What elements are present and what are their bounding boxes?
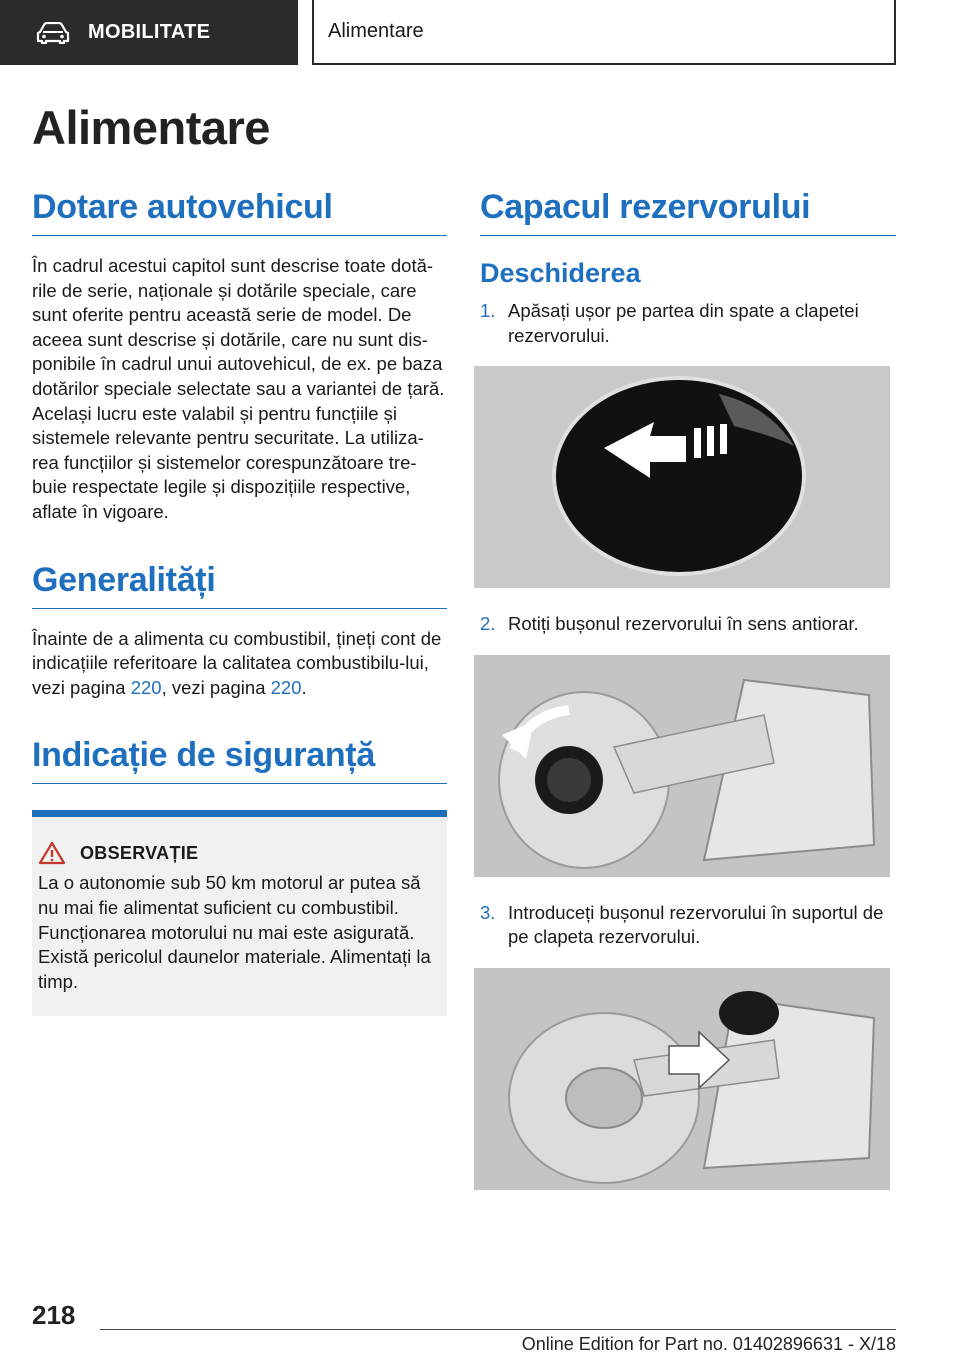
general-text-part3: .	[301, 676, 307, 698]
right-column	[480, 188, 896, 1190]
step-text: Apăsați ușor pe partea din spate a clapetei rezervorului.	[508, 300, 859, 346]
step-number: 2.	[480, 613, 496, 635]
page-link-220-b[interactable]: 220	[270, 676, 302, 698]
car-icon	[36, 22, 70, 44]
notice-box	[32, 810, 447, 1016]
header-section-tab[interactable]	[0, 0, 298, 65]
footer-edition: Online Edition for Part no. 01402896631 - X/18	[521, 1334, 896, 1354]
warning-triangle-icon	[38, 841, 66, 865]
figure-fuel-flap-press	[474, 366, 890, 588]
store-cap-illustration	[474, 968, 890, 1190]
general-text-part2: , vezi pagina	[161, 676, 271, 698]
footer-divider	[100, 1329, 896, 1330]
notice-title: OBSERVAȚIE	[80, 842, 199, 863]
section-label: MOBILITATE	[88, 21, 211, 43]
chapter-label: Alimentare	[328, 20, 424, 42]
fuel-flap-illustration	[474, 366, 890, 588]
chapter-header	[312, 0, 896, 65]
heading-fuel-cap: Capacul rezervorului	[480, 188, 896, 236]
step-number: 1.	[480, 300, 496, 321]
heading-safety: Indicație de siguranță	[32, 736, 447, 784]
figure-store-cap	[474, 968, 890, 1190]
step-3	[480, 901, 896, 950]
paragraph-general	[32, 627, 447, 701]
heading-equipment: Dotare autovehicul	[32, 188, 447, 236]
step-2	[480, 612, 896, 637]
page-number: 218	[32, 1300, 76, 1330]
heading-opening: Deschiderea	[480, 258, 641, 288]
rotate-cap-illustration	[474, 655, 890, 877]
notice-text: La o autonomie sub 50 km motorul ar putea să nu mai fie alimentat suficient cu combustibil. Funcționarea motorului nu mai este asigurată. Există pericolul daunelor materiale. Alimentați la timp.	[38, 872, 431, 992]
general-text-part1: Înainte de a alimenta cu combustibil, țineți cont de indicațiile referitoare la calitatea combustibilu-lui, vezi pagina	[32, 627, 442, 698]
heading-general: Generalități	[32, 561, 447, 609]
step-number: 3.	[480, 901, 496, 923]
step-1	[480, 299, 896, 348]
step-text: Rotiți bușonul rezervorului în sens antiorar.	[508, 613, 859, 635]
notice-header	[38, 841, 435, 865]
figure-rotate-cap	[474, 655, 890, 877]
page-title: Alimentare	[32, 101, 270, 154]
page-link-220-a[interactable]: 220	[130, 676, 162, 698]
step-text: Introduceți bușonul rezervorului în suportul de pe clapeta rezervorului.	[508, 901, 884, 948]
paragraph-equipment: În cadrul acestui capitol sunt descrise toate dotă-rile de serie, naționale și dotările speciale, care sunt oferite pentru această serie de model. De aceea sunt descrise și dotările, care nu sunt dis-ponibile în cadrul unui autovehicul, de ex. pe baza dotărilor speciale selectate sau a variantei de țară. Același lucru este valabil și pentru funcțiile și sistemele relevante pentru securitate. La utiliza-rea funcțiilor și sistemelor corespunzătoare tre-buie respectate legile și dispozițiile respective, aflate în vigoare.	[32, 255, 445, 522]
left-column	[32, 188, 447, 1016]
